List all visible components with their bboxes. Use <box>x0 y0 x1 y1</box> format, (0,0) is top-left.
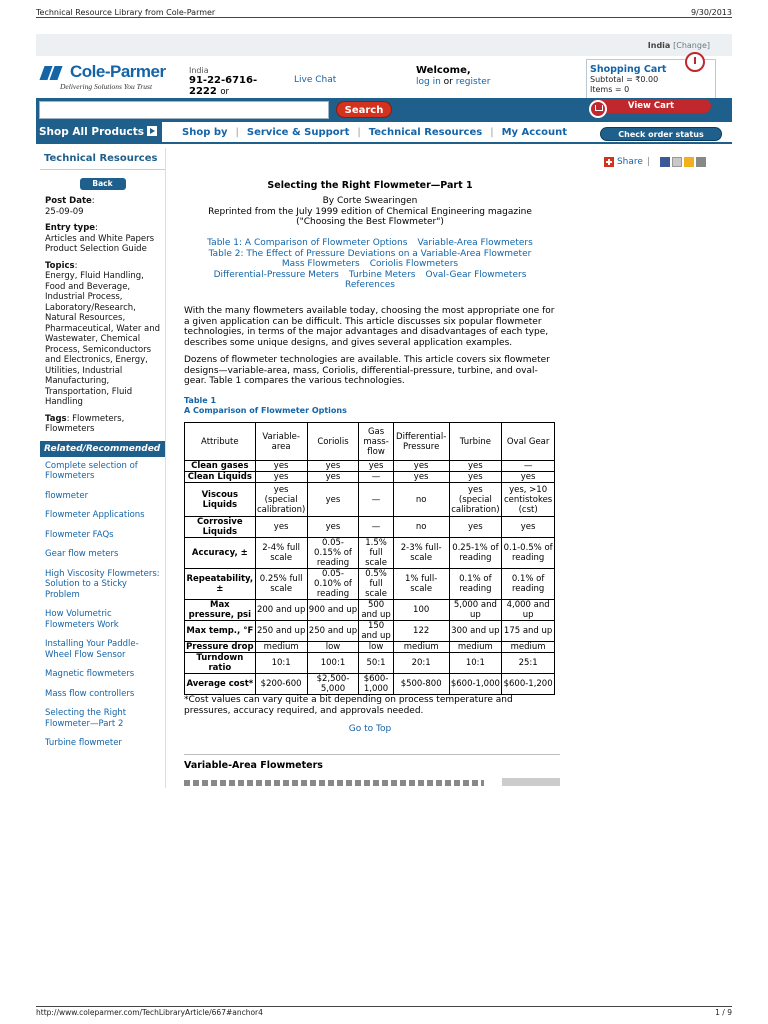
row-header-cell: Turndown ratio <box>185 653 256 674</box>
entry-type-block: Entry type: Articles and White Papers Product Selection Guide <box>45 223 155 254</box>
toc-link[interactable]: Coriolis Flowmeters <box>369 259 459 269</box>
related-link[interactable]: Flowmeter Applications <box>45 510 145 520</box>
table-cell: 4,000 and up <box>502 600 555 621</box>
table-cell: — <box>359 483 393 517</box>
table-cell: yes <box>307 483 359 517</box>
table-cell: yes <box>502 517 555 538</box>
topics-label: Topics <box>45 260 75 271</box>
table-cell: — <box>502 461 555 472</box>
table-cell: medium <box>449 642 502 653</box>
table-row <box>185 674 555 695</box>
table-cell: yes (special calibration) <box>256 484 306 515</box>
table-cell: yes <box>359 461 393 472</box>
email-icon[interactable] <box>672 157 682 167</box>
main-nav <box>36 122 732 144</box>
table-caption <box>184 396 347 416</box>
table-cell: yes <box>255 472 307 483</box>
clock-icon <box>685 52 705 72</box>
toc-link[interactable]: Oval-Gear Flowmeters <box>425 269 527 280</box>
table-header-cell: Oval Gear <box>502 423 555 461</box>
cart-subtotal: Subtotal = ₹0.00 <box>590 75 659 84</box>
region-change-link[interactable]: [Change] <box>673 41 710 50</box>
post-date-block: Post Date: 25-09-09 <box>45 196 95 217</box>
row-header-cell: Viscous Liquids <box>185 483 256 517</box>
region-name: India <box>647 41 671 50</box>
topics-value: Energy, Fluid Handling, Food and Beverage, Industrial Process, Laboratory/Research, Natural Resources, Pharmaceutical, Water and Wastewater, Chemical Process, Semiconductors and Electronics, Energy, Utilities, Industrial Manufacturing, Transportation, Fluid Handling <box>45 271 161 407</box>
row-header-cell: Corrosive Liquids <box>185 517 256 538</box>
table-row <box>185 621 555 642</box>
table-cell: yes <box>393 472 449 483</box>
shop-all-products-button[interactable] <box>36 122 162 144</box>
related-link[interactable]: Complete selection of Flowmeters <box>45 460 138 481</box>
post-date-value: 25-09-09 <box>45 206 84 217</box>
table-cell: yes <box>449 517 502 538</box>
nav-service-support[interactable]: Service & Support <box>246 127 350 138</box>
check-order-status-button[interactable]: Check order status <box>600 127 722 141</box>
table-cell: yes <box>449 472 502 483</box>
logo-tagline: Delivering Solutions You Trust <box>60 82 153 91</box>
article-title: Selecting the Right Flowmeter—Part 1 <box>267 180 473 191</box>
toc-link[interactable]: Turbine Meters <box>348 269 416 280</box>
post-date-label: Post Date <box>45 196 92 206</box>
share-link[interactable]: Share <box>616 157 643 167</box>
truncated-text <box>184 778 560 786</box>
table-cell: 150 and up <box>359 621 393 642</box>
table-header-cell: Differential-Pressure <box>393 423 449 461</box>
table-cell: yes <box>449 461 502 472</box>
table-title: A Comparison of Flowmeter Options <box>184 406 347 415</box>
entry-type-value: Articles and White Papers <box>45 233 155 244</box>
table-row <box>185 600 555 621</box>
table-cell: 20:1 <box>393 653 449 674</box>
search-bar <box>36 98 732 122</box>
related-link[interactable]: Turbine flowmeter <box>45 738 122 748</box>
entry-type-value: Product Selection Guide <box>45 244 147 254</box>
toc-link[interactable]: Table 2: The Effect of Pressure Deviations on a Variable-Area Flowmeter <box>208 248 532 259</box>
print-footer <box>36 1008 732 1017</box>
print-footer-url: http://www.coleparmer.com/TechLibraryArticle/667#anchor4 <box>36 1008 263 1017</box>
nav-links <box>182 127 567 138</box>
table-cell: 0.1% of reading <box>449 569 502 600</box>
table-cell: yes <box>255 517 307 538</box>
section-divider <box>184 754 560 755</box>
table-cell: medium <box>502 642 555 653</box>
table-cell: yes <box>307 472 359 483</box>
register-link[interactable]: register <box>455 77 491 87</box>
related-link[interactable]: Installing Your Paddle-Wheel Flow Sensor <box>45 639 139 660</box>
search-button[interactable]: Search <box>336 101 392 118</box>
table-cell: $600-1,000 <box>359 674 393 695</box>
table-cell: 0.1% of reading <box>502 569 555 600</box>
region-selector[interactable] <box>648 41 710 50</box>
tags-block: Tags: Flowmeters, Flowmeters <box>45 413 125 434</box>
table-header-cell: Attribute <box>185 423 256 461</box>
share-plus-icon[interactable] <box>604 157 614 167</box>
table-cell: $2,500-5,000 <box>307 674 359 695</box>
cart-items: Items = 0 <box>590 85 630 94</box>
table-cell: no <box>393 517 449 538</box>
table-header-row <box>185 423 555 461</box>
print-footer-rule <box>36 1006 732 1007</box>
table-header-cell: Coriolis <box>307 423 359 461</box>
nav-my-account[interactable]: My Account <box>501 127 568 138</box>
related-list <box>40 457 165 762</box>
cart-title[interactable]: Shopping Cart <box>590 64 667 75</box>
table-header-cell: Variable-area <box>255 423 307 461</box>
row-header-cell: Pressure drop <box>186 642 254 652</box>
table-cell: 200 and up <box>255 600 307 621</box>
table-cell: 175 and up <box>502 621 555 642</box>
cole-parmer-logo[interactable] <box>40 62 180 96</box>
table-cell: 100 <box>393 600 449 621</box>
toc-link[interactable]: Table 1: A Comparison of Flowmeter Options <box>207 238 408 248</box>
row-header-cell: Clean Liquids <box>185 472 256 483</box>
table-cell: — <box>359 472 393 483</box>
article-content <box>182 150 734 790</box>
table-row <box>185 483 555 517</box>
country-label: India <box>189 66 209 75</box>
table-cell: medium <box>393 642 449 653</box>
related-heading: Related/Recommended <box>40 441 165 457</box>
phone-number <box>189 75 269 98</box>
table-cell: 2-4% full scale <box>255 538 307 569</box>
topics-block: Topics: Energy, Fluid Handling, Food and Beverage, Industrial Process, Laboratory/Research, Natural Resources, Pharmaceutical, Water and Wastewater, Chemical Process, Semiconductors and Electronics, Energy, Utilities, Industrial Manufacturing, Transportation, Fluid Handling <box>45 260 161 407</box>
table-cell: yes <box>393 461 449 472</box>
table-cell: 0.1-0.5% of reading <box>502 538 555 569</box>
logo-text: Cole-Parmer <box>70 62 166 81</box>
table-cell: 5,000 and up <box>449 600 502 621</box>
row-header-cell: Clean gases <box>185 461 256 472</box>
table-cell: yes <box>502 472 555 483</box>
related-link[interactable]: Magnetic flowmeters <box>45 669 135 679</box>
facebook-icon[interactable] <box>660 157 670 167</box>
table-cell: 122 <box>393 621 449 642</box>
nav-separator: | <box>490 127 494 138</box>
welcome-text: Welcome, <box>416 65 471 76</box>
favorite-icon[interactable] <box>684 157 694 167</box>
table-row <box>185 642 555 653</box>
table-cell: $500-800 <box>393 674 449 695</box>
sidebar <box>40 148 166 788</box>
reprint-note: Reprinted from the July 1999 edition of Chemical Engineering magazine <box>208 206 532 217</box>
table-row <box>185 517 555 538</box>
site-header <box>36 56 732 98</box>
shop-all-label: Shop All Products <box>39 126 144 138</box>
toc-link[interactable]: Differential-Pressure Meters <box>213 269 339 280</box>
view-cart-button[interactable]: View Cart <box>591 99 711 113</box>
related-link[interactable]: flowmeter <box>45 490 89 501</box>
related-link[interactable]: Selecting the Right Flowmeter—Part 2 <box>45 708 127 729</box>
comparison-table <box>184 422 555 695</box>
table-cell: 0.05-0.15% of reading <box>307 538 359 569</box>
related-link[interactable]: How Volumetric Flowmeters Work <box>45 609 119 630</box>
table-cell: yes, >10 centistokes (cst) <box>502 483 555 517</box>
intro-paragraph: With the many flowmeters available today, choosing the most appropriate one for a given application can be difficult. This article discusses six popular flowmeter technologies, in terms of the major advantages and disadvantages of each type, describes some unique designs, and gives several application examples. <box>184 306 555 348</box>
table-row <box>185 472 555 483</box>
table-cell: 300 and up <box>449 621 502 642</box>
table-cell: yes (special calibration) <box>449 483 502 517</box>
table-cell: low <box>359 642 393 653</box>
search-input[interactable] <box>39 101 329 119</box>
row-header-cell: Max pressure, psi <box>185 600 256 621</box>
overview-paragraph: Dozens of flowmeter technologies are available. This article covers six flowmeter designs—variable-area, mass, Coriolis, differential-pressure, turbine, and oval-gear. Table 1 compares the various technologies. <box>184 355 550 386</box>
share-icons <box>660 157 708 167</box>
table-cell: $200-600 <box>255 674 307 695</box>
tags-label: Tags <box>45 413 67 424</box>
article-meta <box>40 196 165 435</box>
table-cell: yes <box>307 517 359 538</box>
table-label: Table 1 <box>184 396 217 405</box>
login-register <box>416 77 490 87</box>
related-link[interactable]: Gear flow meters <box>45 549 119 559</box>
go-to-top-link[interactable]: Go to Top <box>348 724 392 734</box>
table-header-cell: Gas mass-flow <box>359 423 393 461</box>
nav-separator: | <box>235 127 239 138</box>
share-bar: Share | <box>604 157 708 167</box>
table-cell: 10:1 <box>255 653 307 674</box>
table-cell: 250 and up <box>307 621 359 642</box>
table-header-cell: Turbine <box>449 423 502 461</box>
toc-link[interactable]: Mass Flowmeters <box>281 259 360 269</box>
table-cell: yes <box>307 461 359 472</box>
table-cell: 900 and up <box>307 600 359 621</box>
table-cell: medium <box>255 642 307 653</box>
table-cell: low <box>307 642 359 653</box>
entry-type-label: Entry type <box>45 223 96 233</box>
table-row <box>185 538 555 569</box>
table-row <box>185 461 555 472</box>
toc-link[interactable]: Variable-Area Flowmeters <box>417 238 533 248</box>
row-header-cell: Repeatability, ± <box>185 569 256 600</box>
logo-mark-icon <box>40 66 68 80</box>
table-cell: 500 and up <box>359 600 393 621</box>
table-row <box>185 653 555 674</box>
print-header-rule <box>36 17 732 18</box>
login-link[interactable]: log in <box>416 77 441 87</box>
print-header <box>36 8 732 20</box>
related-link[interactable]: Flowmeter FAQs <box>45 529 114 540</box>
table-footnote: *Cost values can vary quite a bit depending on process temperature and pressures, accuracy required, and approvals needed. <box>184 695 513 716</box>
row-header-cell: Average cost* <box>185 674 256 695</box>
phone-or: or <box>220 87 230 97</box>
reprint-title: ("Choosing the Best Flowmeter") <box>296 217 444 227</box>
nav-technical-resources[interactable]: Technical Resources <box>368 127 483 138</box>
row-header-cell: Max temp., °F <box>185 621 256 642</box>
table-cell: 0.25-1% of reading <box>449 538 502 569</box>
table-row <box>185 569 555 600</box>
cart-icon[interactable] <box>589 100 607 118</box>
live-chat-link[interactable]: Live Chat <box>294 75 337 85</box>
top-band <box>36 34 732 56</box>
nav-shop-by[interactable]: Shop by <box>182 127 228 138</box>
table-cell: yes <box>255 461 307 472</box>
nav-separator: | <box>357 127 361 138</box>
table-cell: — <box>359 517 393 538</box>
sidebar-heading[interactable]: Technical Resources <box>40 148 165 170</box>
table-cell: $600-1,200 <box>502 674 555 695</box>
print-header-date: 9/30/2013 <box>690 8 732 17</box>
table-cell: no <box>393 483 449 517</box>
back-button[interactable]: Back <box>80 178 126 190</box>
article-byline <box>182 196 558 228</box>
table-cell: 0.05-0.10% of reading <box>307 569 359 600</box>
tags-value: Flowmeters, Flowmeters <box>45 413 125 434</box>
table-cell: 0.5% full scale <box>359 569 393 600</box>
arrow-right-icon <box>147 126 157 136</box>
section-heading: Variable-Area Flowmeters <box>184 760 323 771</box>
related-link[interactable]: High Viscosity Flowmeters: Solution to a Sticky Problem <box>45 568 160 600</box>
table-cell: 0.25% full scale <box>255 569 307 600</box>
table-cell: 50:1 <box>359 653 393 674</box>
phone-value: 91-22-6716-2222 <box>189 75 258 97</box>
author: By Corte Swearingen <box>322 196 418 206</box>
table-cell: 100:1 <box>307 653 359 674</box>
related-link[interactable]: Mass flow controllers <box>45 688 135 699</box>
table-cell: 2-3% full-scale <box>393 538 449 569</box>
print-header-title: Technical Resource Library from Cole-Parmer <box>36 8 216 17</box>
table-cell: $600-1,000 <box>449 674 502 695</box>
table-cell: 10:1 <box>449 653 502 674</box>
toc-link[interactable]: References <box>344 280 395 290</box>
print-footer-page: 1 / 9 <box>715 1008 732 1017</box>
row-header-cell: Accuracy, ± <box>185 538 256 569</box>
table-of-contents <box>182 238 558 291</box>
table-cell: 250 and up <box>255 621 307 642</box>
table-cell: 1.5% full scale <box>359 538 393 569</box>
login-or: or <box>443 77 453 87</box>
print-icon[interactable] <box>696 157 706 167</box>
table-cell: 25:1 <box>502 653 555 674</box>
table-cell: 1% full-scale <box>393 569 449 600</box>
